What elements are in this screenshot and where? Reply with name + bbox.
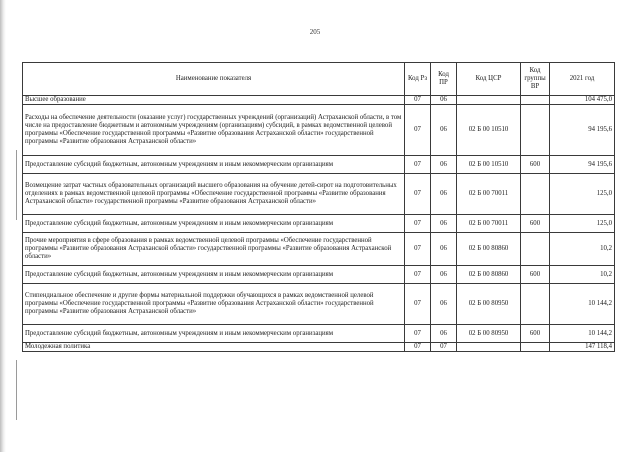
row-csr: 02 Б 00 80860 bbox=[457, 233, 521, 266]
row-csr: 02 Б 00 10510 bbox=[457, 105, 521, 156]
row-vr bbox=[521, 343, 550, 352]
row-amount: 125,0 bbox=[550, 215, 615, 233]
row-vr bbox=[521, 96, 550, 105]
row-csr: 02 Б 00 70011 bbox=[457, 174, 521, 215]
row-name: Предоставление субсидий бюджетным, автономным учреждениям и иным некоммерческим организациям bbox=[23, 156, 405, 174]
scan-edge-shadow bbox=[0, 0, 6, 452]
row-name: Расходы на обеспечение деятельности (оказание услуг) государственных учреждений (организаций) Астраханской области, в том числе на предоставление бюджетным и автономным учреждениям (организациям) субсидий, в рамках ведомственной целевой программы «Обеспечение государственной программы «Развитие образования Астраханской области» государственной программы «Развитие образования Астраханской области» bbox=[23, 105, 405, 156]
row-vr: 600 bbox=[521, 215, 550, 233]
table-row bbox=[23, 96, 615, 105]
row-rz: 07 bbox=[405, 233, 431, 266]
row-vr: 600 bbox=[521, 156, 550, 174]
table-header-row bbox=[23, 63, 615, 96]
header-pr: Код ПР bbox=[431, 63, 457, 96]
row-rz: 07 bbox=[405, 343, 431, 352]
row-name: Высшее образование bbox=[23, 96, 405, 105]
row-csr: 02 Б 00 10510 bbox=[457, 156, 521, 174]
page-number: 205 bbox=[309, 28, 321, 36]
row-name: Прочие мероприятия в сфере образования в рамках ведомственной целевой программы «Обеспечение государственной программы «Развитие образования Астраханской области» государственной программы «Развитие образования Астраханской области» bbox=[23, 233, 405, 266]
table-row bbox=[23, 156, 615, 174]
row-pr: 06 bbox=[431, 156, 457, 174]
scan-margin-mark bbox=[16, 360, 17, 420]
table-row bbox=[23, 215, 615, 233]
row-name: Предоставление субсидий бюджетным, автономным учреждениям и иным некоммерческим организациям bbox=[23, 266, 405, 284]
row-pr: 07 bbox=[431, 343, 457, 352]
row-amount: 147 118,4 bbox=[550, 343, 615, 352]
row-pr: 06 bbox=[431, 325, 457, 343]
row-rz: 07 bbox=[405, 96, 431, 105]
header-vr: Код группы ВР bbox=[521, 63, 550, 96]
row-vr bbox=[521, 105, 550, 156]
row-rz: 07 bbox=[405, 284, 431, 325]
header-rz: Код Рз bbox=[405, 63, 431, 96]
row-vr: 600 bbox=[521, 266, 550, 284]
row-amount: 10,2 bbox=[550, 233, 615, 266]
row-name: Возмещение затрат частных образовательных организаций высшего образования на обучение детей-сирот на подготовительных отделениях в рамках ведомственной целевой программы «Обеспечение государственной программы «Развитие образования Астраханской области» государственной программы «Развитие образования Астраханской области» bbox=[23, 174, 405, 215]
row-vr bbox=[521, 233, 550, 266]
row-pr: 06 bbox=[431, 215, 457, 233]
row-vr: 600 bbox=[521, 325, 550, 343]
row-amount: 94 195,6 bbox=[550, 156, 615, 174]
row-rz: 07 bbox=[405, 156, 431, 174]
row-rz: 07 bbox=[405, 215, 431, 233]
row-pr: 06 bbox=[431, 174, 457, 215]
row-csr: 02 Б 00 70011 bbox=[457, 215, 521, 233]
row-amount: 10,2 bbox=[550, 266, 615, 284]
row-name: Стипендиальное обеспечение и другие формы материальной поддержки обучающихся в рамках ведомственной целевой программы «Обеспечение государственной программы «Развитие образования Астраханской области» государственной программы «Развитие образования Астраханской области» bbox=[23, 284, 405, 325]
row-rz: 07 bbox=[405, 266, 431, 284]
row-pr: 06 bbox=[431, 284, 457, 325]
row-csr: 02 Б 00 80950 bbox=[457, 284, 521, 325]
row-vr bbox=[521, 284, 550, 325]
row-amount: 94 195,6 bbox=[550, 105, 615, 156]
row-csr bbox=[457, 96, 521, 105]
row-rz: 07 bbox=[405, 174, 431, 215]
row-pr: 06 bbox=[431, 105, 457, 156]
row-pr: 06 bbox=[431, 233, 457, 266]
table-row bbox=[23, 266, 615, 284]
table-row bbox=[23, 105, 615, 156]
budget-table bbox=[22, 62, 615, 352]
row-rz: 07 bbox=[405, 325, 431, 343]
row-csr: 02 Б 00 80860 bbox=[457, 266, 521, 284]
row-vr bbox=[521, 174, 550, 215]
table-row bbox=[23, 233, 615, 266]
header-year: 2021 год bbox=[550, 63, 615, 96]
header-name: Наименование показателя bbox=[23, 63, 405, 96]
row-name: Молодежная политика bbox=[23, 343, 405, 352]
row-amount: 104 475,0 bbox=[550, 96, 615, 105]
table-row bbox=[23, 325, 615, 343]
row-name: Предоставление субсидий бюджетным, автономным учреждениям и иным некоммерческим организациям bbox=[23, 215, 405, 233]
row-csr: 02 Б 00 80950 bbox=[457, 325, 521, 343]
row-pr: 06 bbox=[431, 266, 457, 284]
scan-margin-mark bbox=[16, 150, 17, 220]
row-name: Предоставление субсидий бюджетным, автономным учреждениям и иным некоммерческим организациям bbox=[23, 325, 405, 343]
row-pr: 06 bbox=[431, 96, 457, 105]
row-amount: 10 144,2 bbox=[550, 325, 615, 343]
table-row bbox=[23, 284, 615, 325]
row-amount: 125,0 bbox=[550, 174, 615, 215]
row-rz: 07 bbox=[405, 105, 431, 156]
row-amount: 10 144,2 bbox=[550, 284, 615, 325]
row-csr bbox=[457, 343, 521, 352]
table-row bbox=[23, 174, 615, 215]
table-row bbox=[23, 343, 615, 352]
header-csr: Код ЦСР bbox=[457, 63, 521, 96]
